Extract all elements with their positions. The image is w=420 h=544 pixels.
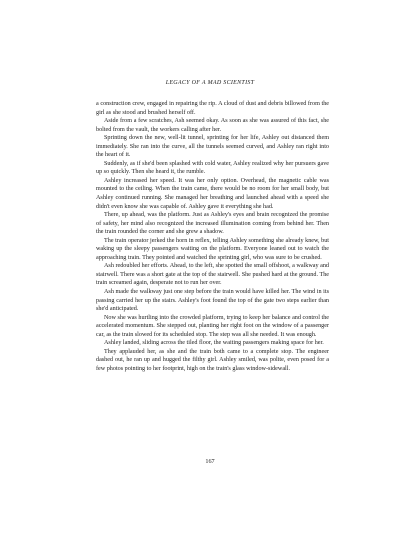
paragraph: Aside from a few scratches, Ash seemed okay. As soon as she was assured of this fact, she bolted from the vault, the workers calling after her. <box>96 118 329 133</box>
paragraph: a construction crew, engaged in repairing the rip. A cloud of dust and debris billowed from the girl as she stood and brushed herself off. <box>96 101 329 116</box>
paragraph: Now she was hurtling into the crowded platform, trying to keep her balance and control the accelerated momentum. She stepped out, planting her right foot on the window of a passenger car, as the train slowed for its scheduled stop. The step was all she needed. It was enough. <box>96 314 329 338</box>
paragraph: Ash made the walkway just one step before the train would have killed her. The wind in its passing carried her up the stairs. Ashley's foot found the top of the gate two steps earlier than she'd anticipated. <box>96 289 329 313</box>
paragraph: There, up ahead, was the platform. Just as Ashley's eyes and brain recognized the promise of safety, her mind also recognized the increased illumination coming from behind her. Then the train rounded the corner and she grew a shadow. <box>96 212 329 236</box>
body-text <box>96 100 329 374</box>
paragraph: Ash redoubled her efforts. Ahead, to the left, she spotted the small offshoot, a walkway and stairwell. There was a short gate at the top of the stairwell. She pushed hard at the ground. The train screamed again, desperate not to run her over. <box>96 263 329 287</box>
paragraph: Ashley increased her speed. It was her only option. Overhead, the magnetic cable was mounted to the ceiling. When the train came, there would be no room for her small body, but Ashley continued running. She managed her breathing and launched ahead with a speed she didn't even know she was capable of. Ashley gave it everything she had. <box>96 177 329 210</box>
paragraph: They applauded her, as she and the train both came to a complete stop. The engineer dashed out, he ran up and hugged the filthy girl. Ashley smiled, was polite, even posed for a few photos pointing to her footprint, high on the train's glass window-sidewall. <box>96 348 329 372</box>
paragraph: Sprinting down the new, well-lit tunnel, sprinting for her life, Ashley out distanced them immediately. She ran into the curve, all the tunnels seemed curved, and Ashley ran right into the heart of it. <box>96 135 329 159</box>
paragraph: Suddenly, as if she'd been splashed with cold water, Ashley realized why her pursuers gave up so quickly. Then she heard it, the rumble. <box>96 160 329 176</box>
paragraph: Ashley landed, sliding across the tiled floor, the waiting passengers making space for her. <box>104 340 324 347</box>
paragraph: The train operator jerked the horn in reflex, telling Ashley something she already knew, but waking up the sleepy passengers waiting on the platform. Everyone leaned out to watch the approaching train. They pointed and watched the sprinting girl, who was sure to be crushed. <box>96 237 329 261</box>
page-number: 167 <box>205 458 215 465</box>
running-head: LEGACY OF A MAD SCIENTIST <box>165 80 255 86</box>
